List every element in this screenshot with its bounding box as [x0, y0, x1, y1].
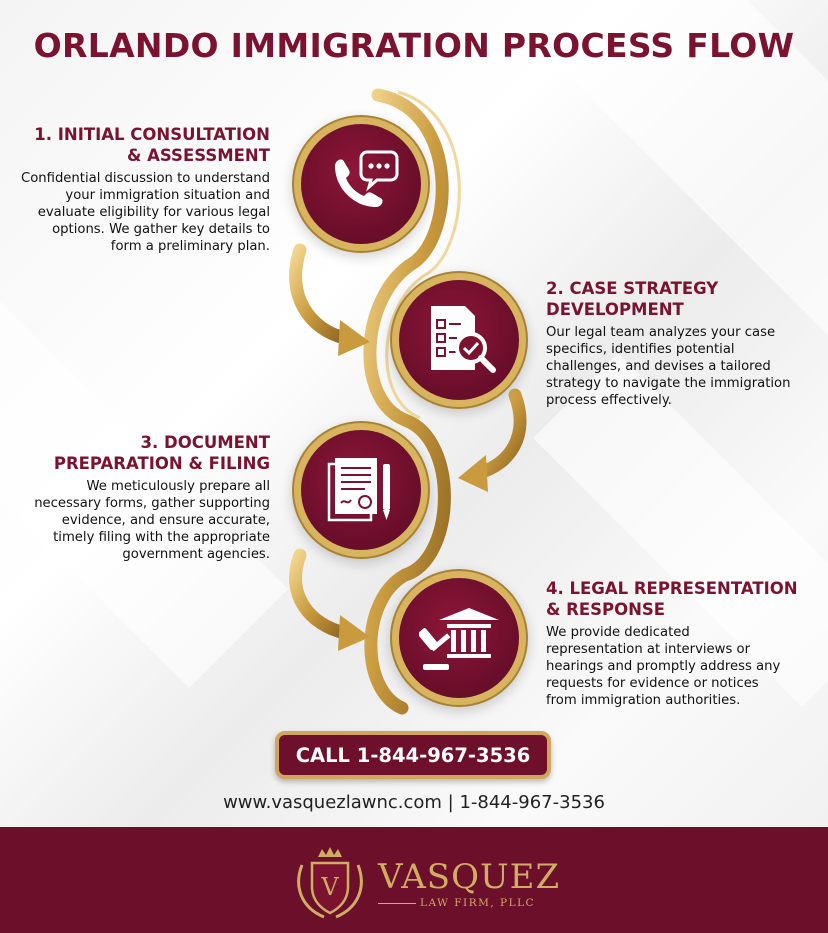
step1-title: 1. INITIAL CONSULTATION & ASSESSMENT [34, 125, 270, 165]
step1-circle [301, 124, 421, 244]
logo-rule [378, 903, 416, 904]
crest-logo-icon [290, 845, 370, 925]
step2-title: 2. CASE STRATEGY DEVELOPMENT [546, 279, 719, 319]
step4-circle [399, 578, 519, 698]
svg-text:V: V [321, 873, 339, 901]
step4-title: 4. LEGAL REPRESENTATION & RESPONSE [546, 579, 798, 619]
phone-chat-icon [321, 144, 401, 224]
checklist-magnifier-icon [419, 300, 499, 380]
gavel-courthouse-icon [419, 598, 499, 678]
page-title: ORLANDO IMMIGRATION PROCESS FLOW [33, 26, 795, 65]
arrow-step2-to-3 [458, 395, 520, 492]
step2-description: Our legal team analyzes your case specifics, identifies potential challenges, and devises a tailored strategy to navigate the immigration process effectively. [546, 325, 791, 408]
call-button[interactable]: CALL 1-844-967-3536 [275, 731, 551, 779]
step3-circle [301, 430, 421, 550]
step4-description: We provide dedicated representation at interviews or hearings and promptly address any requests for evidence or notices from immigration authorities. [546, 625, 781, 708]
arrow-step3-to-4 [296, 555, 370, 651]
logo-wordmark: VASQUEZ [378, 857, 561, 897]
logo-subtitle: LAW FIRM, PLLC [420, 897, 536, 909]
step3-description: We meticulously prepare all necessary forms, gather supporting evidence, and ensure accurate, timely filing with the appropriate government agencies. [34, 479, 270, 562]
step1-description: Confidential discussion to understand your immigration situation and evaluate eligibility for various legal options. We gather key details to form a preliminary plan. [21, 171, 270, 254]
document-pen-icon [321, 450, 401, 530]
step2-circle [399, 280, 519, 400]
website-phone-line[interactable]: www.vasquezlawnc.com | 1-844-967-3536 [223, 792, 605, 813]
step3-title: 3. DOCUMENT PREPARATION & FILING [53, 433, 270, 473]
arrow-step1-to-2 [296, 250, 370, 356]
